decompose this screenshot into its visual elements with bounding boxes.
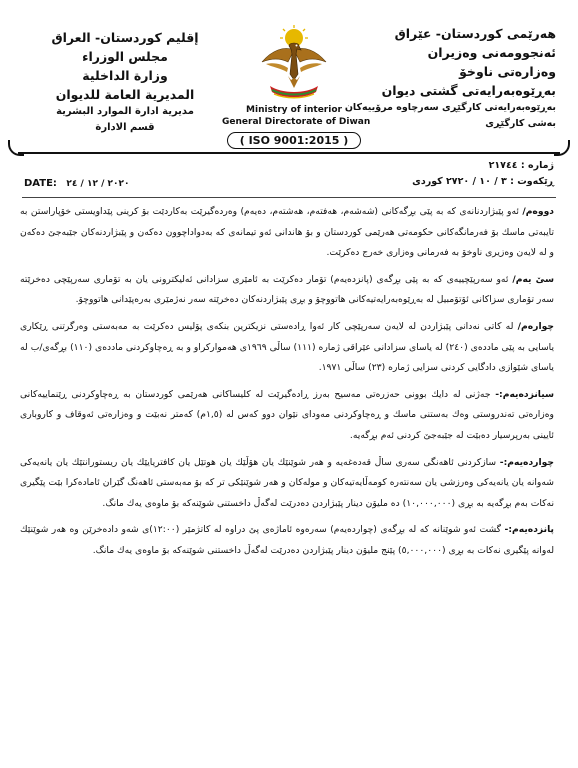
clause-fifteenth: [20, 520, 554, 561]
clause-text: لە كاتی نەدانی پێبژاردن لە لایەن سەرپێچی كار ئەوا ڕادەستی نزیكترین بنكەی پۆلیس دەكرێت بە مەبەستی وەرگرتنی ڕێكاری یاسایی بە پێی ماددەی (٢٤٠) لە یاسای سزادانی عێراقی ژمارە (١١١) ساڵی ١٩٦٩ی هەمواركراو و بە ڕەچاوكردنی ماددەی (١١٠) بڕگەی/ب لە یاسای شێوازی دادگایی كردنی سزایی ژمارە (٢٣) ساڵی ١٩٧١.: [20, 320, 555, 374]
reference-divider: [22, 197, 556, 198]
date-value: ٢٠٢٠ / ١٢ / ٢٤: [66, 179, 130, 189]
kurdish-hr-directorate: بەڕێوەبەرایەتی کارگێڕی سەرچاوە مرۆییەکان: [344, 102, 556, 113]
english-ministry-name: Ministry of interior: [246, 105, 342, 115]
date-field: [24, 176, 130, 192]
letterhead-arabic: [40, 28, 210, 136]
clause-text: گشت ئەو شوێنانە كە لە بڕگەی (چواردەیەم) سەرەوە ئاماژەی پێ دراوە لە كاتژمێر (١٢:٠٠)ی شەو دادەخرێن وە هەر شوێنێك لەوانە پێگیری نەكات بە بڕی (٥,٠٠٠,٠٠٠) پێنج ملیۆن دینار پێبژاردن دەدرێت لەگەڵ داخستنی شوێنەكە بۆ ماوەی یەك مانگ.: [20, 524, 554, 556]
header-border-corner-right: [554, 140, 570, 156]
clause-third: [20, 270, 554, 311]
english-directorate-name: General Directorate of Diwan: [222, 117, 371, 127]
clause-text: ئەو پێبژاردنانەی كە بە پێی بڕگەكانی (شەشەم، هەفتەم، هەشتەم، دەیەم) وەردەگیرێت بەكاردێت بۆ كرینی پێداویستی خۆپاراستن بە تایبەتی ماسك بۆ فەرمانگەكانی حكومەتی هەرێمی كوردستان و بۆ هاندانی ئەو تیمانەی كە بەدواداچوون دەكەن و پێبژاردنەكان جێبەجێ دەكەن و لە لایەن وەزیری ناوخۆ بە فەرمانی وەزاری خەرج دەكرێت.: [20, 206, 554, 259]
document-body: [20, 202, 554, 568]
arabic-department: قسم الادارة: [95, 122, 155, 133]
clause-fourteenth: [20, 453, 554, 515]
kurdish-department: بەشی کارگێڕی: [485, 118, 556, 129]
clause-heading: پانزدەیەم:-: [504, 524, 554, 536]
kurdish-date: ڕێكەوت : ٣ / ١٠ / ٢٧٢٠ كوردی: [412, 176, 554, 187]
clause-text: جەژنی لە دایك بوونی حەزرەتی مەسیح بەرز ڕادەگیرێت لە كلیساكانی هەرێمی كوردستان بە ڕەچاوكردنی ڕێنماییەكانی وەزارەتی تەندروستی وەك بەستنی ماسك و ڕەچاوكردنی مەودای نێوان دوو كەس لە (١,٥م) كەمتر نەبێت و وەزارەتی ئەوقاف و كاروباری ئایینی بەرپرسیار دەبێت لە جێبەجێ كردنی ئەم بڕگەیە.: [20, 388, 554, 441]
clause-fourth: [20, 317, 554, 379]
letterhead-center: [222, 24, 371, 149]
kurdish-region-name: هەرێمی کوردستان- عێراق: [394, 26, 556, 41]
document-number: ژمارە : ٢١٧٤٤: [488, 160, 554, 171]
letterhead: [0, 0, 578, 160]
clause-heading: چواردەیەم:-: [499, 456, 554, 468]
reference-block: [24, 158, 554, 194]
clause-text: سازكردنی ئاهەنگی سەری ساڵ قەدەغەیە و هەر شوێنێك یان هۆڵێك یان هوتێل یان كافتریایێك یان ریستورانتێك یان یانەیەكی شەوانە یان یانەیەكی وەرزشی یان سەنتەرە كومەڵایەتیەكان و مولەكان و هەر شوێنێكی تر كە بۆ مەبەستی ئاهەنگ گێران ئامادەكرا بێت پێگیری نەكات بەم بڕگەیە بە بڕی (١٠,٠٠٠,٠٠٠) دە ملیۆن دینار پێبژاردن دەدرێت لەگەڵ داخستنی شوێنەكە بۆ ماوەی یەك مانگ.: [20, 456, 554, 509]
date-label: DATE:: [24, 178, 57, 189]
kurdish-council-name: ئەنجوومەنی وەزیران: [427, 45, 556, 60]
letterhead-kurdish: [344, 24, 556, 132]
clause-heading: سێ یەم/: [512, 273, 555, 285]
kurdish-ministry-name: وەزارەتی ناوخۆ: [459, 64, 556, 79]
kurdistan-eagle-emblem-icon: [258, 24, 330, 104]
header-divider: [18, 152, 560, 154]
clause-heading: سیانزدەیەم:-: [495, 388, 554, 400]
clause-heading: چوارەم/: [517, 320, 554, 332]
arabic-region-name: إقليم كوردستان- العراق: [51, 30, 199, 45]
clause-second: [20, 202, 554, 264]
arabic-council-name: مجلس الوزراء: [82, 49, 168, 64]
arabic-directorate-name: المديرية العامة للديوان: [55, 87, 195, 102]
arabic-hr-directorate: مديرية ادارة الموارد البشرية: [56, 106, 194, 117]
clause-heading: دووەم/: [522, 206, 554, 217]
iso-certification-badge: ( ISO 9001:2015 ): [227, 132, 362, 149]
clause-thirteenth: [20, 385, 554, 447]
arabic-ministry-name: وزارة الداخلية: [82, 68, 168, 83]
clause-text: ئەو سەرپێچییەی كە بە پێی بڕگەی (پانزدەیەم) تۆمار دەكرێت بە ئامێری سزادانی ئەلیكترونی یان بە تۆماری سەرپێچی دەخرێتە سەر تۆماری سزاكانی ئۆتۆمبیل لە بەڕێوەبەرایەتیەكانی هاتووچۆ و بڕی پێبژاردنەكان دەخرێتە سەر نەژمێری بەرەپێدانی هاتووچۆ.: [20, 273, 554, 306]
kurdish-directorate-name: بەڕێوەبەرایەتی گشتی دیوان: [381, 83, 556, 98]
